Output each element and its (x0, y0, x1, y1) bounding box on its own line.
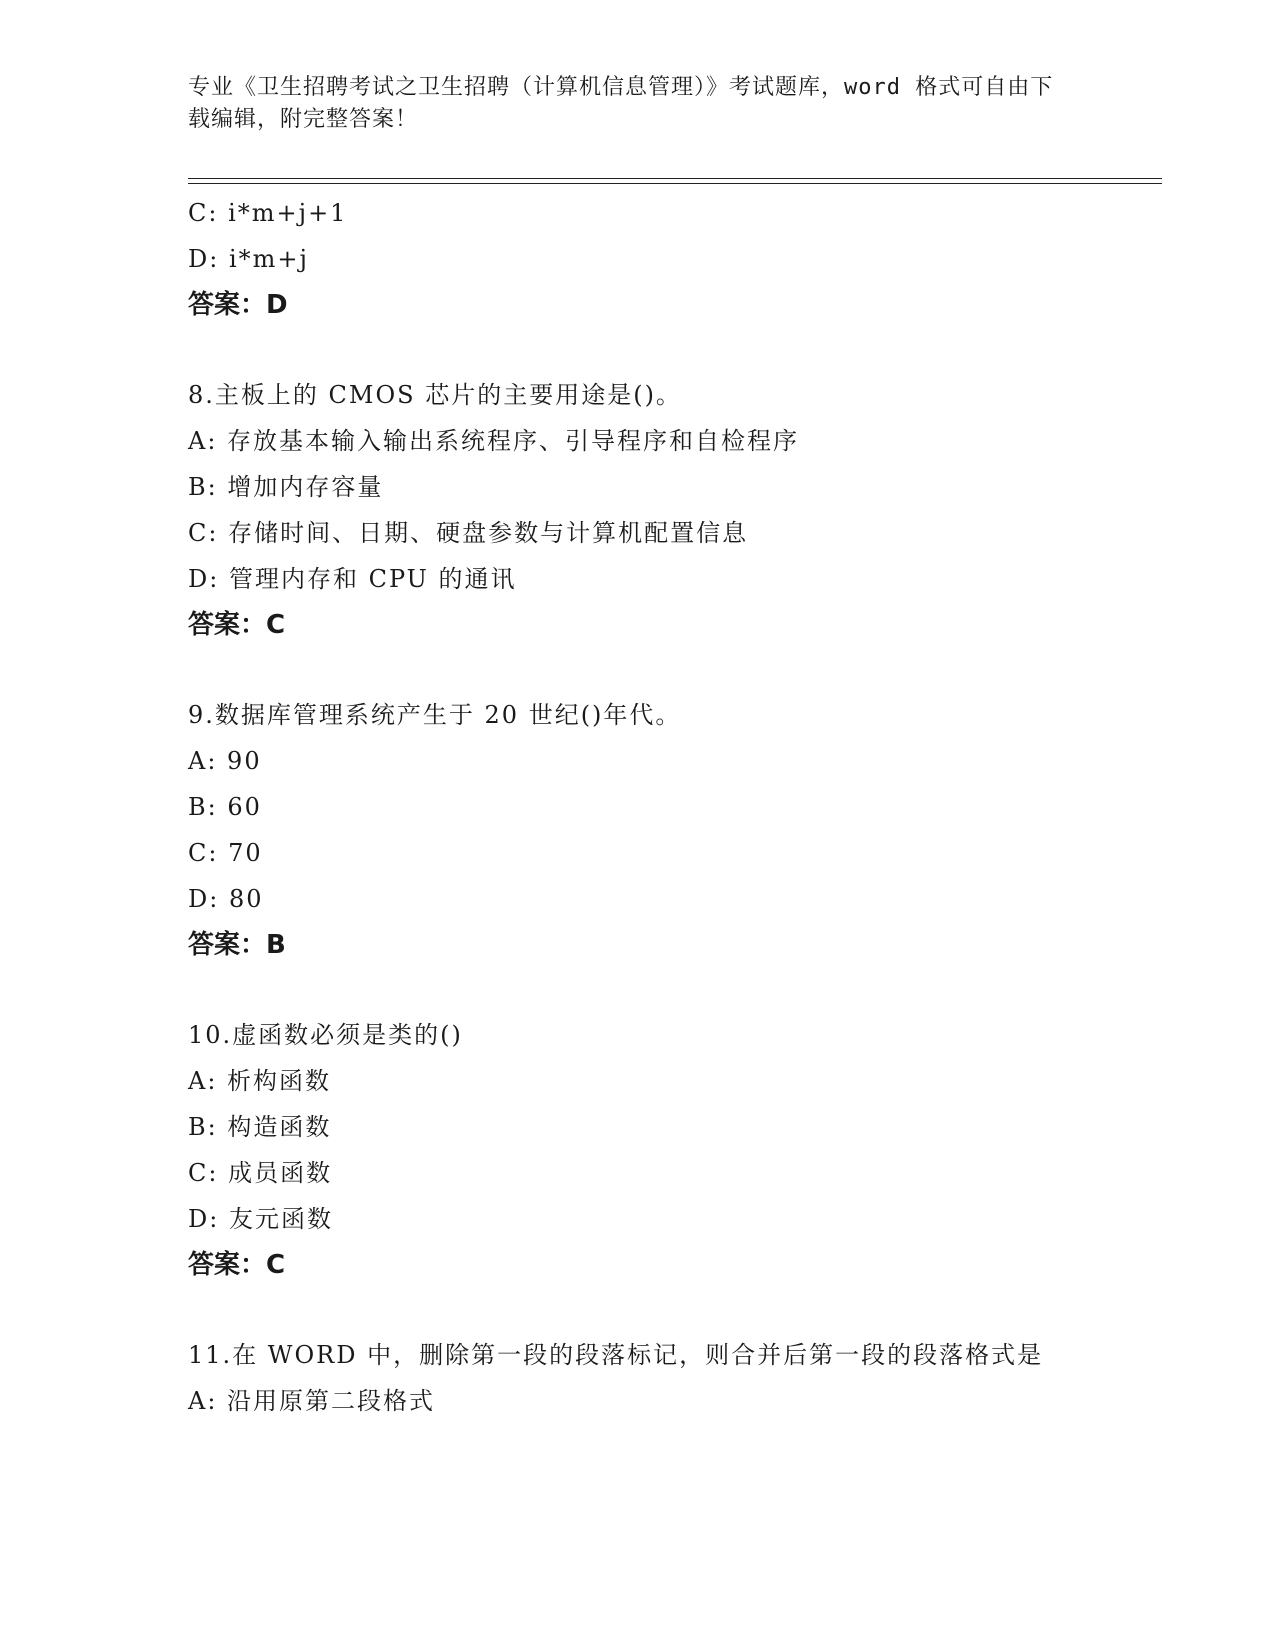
q8-question: 8.主板上的 CMOS 芯片的主要用途是()。 (188, 381, 682, 409)
header-rule-bottom (188, 183, 1162, 184)
spacer (188, 328, 1088, 372)
spacer (188, 648, 1088, 692)
spacer (188, 968, 1088, 1012)
q9-option-c: C: 70 (188, 839, 263, 867)
q8-option-c: C: 存储时间、日期、硬盘参数与计算机配置信息 (188, 519, 749, 547)
q10-option-c: C: 成员函数 (188, 1159, 333, 1187)
document-header: 专业《卫生招聘考试之卫生招聘（计算机信息管理）》考试题库，word 格式可自由下载编辑，附完整答案！ (188, 75, 1054, 132)
q7-option-c: C: i*m+j+1 (188, 199, 348, 227)
q8-option-a: A: 存放基本输入输出系统程序、引导程序和自检程序 (188, 427, 800, 455)
spacer (188, 1288, 1088, 1332)
q10-option-a: A: 析构函数 (188, 1067, 332, 1095)
question-list (188, 190, 1088, 1424)
q9-answer: 答案：B (188, 930, 286, 960)
q10-option-b: B: 构造函数 (188, 1113, 332, 1141)
q10-answer: 答案：C (188, 1250, 286, 1280)
q8-answer: 答案：C (188, 610, 286, 640)
q8-option-d: D: 管理内存和 CPU 的通讯 (188, 565, 517, 593)
q7-answer: 答案：D (188, 290, 288, 320)
header-rule-top (188, 178, 1162, 179)
q10-question: 10.虚函数必须是类的() (188, 1021, 463, 1049)
q11-option-a: A: 沿用原第二段格式 (188, 1387, 436, 1415)
q10-option-d: D: 友元函数 (188, 1205, 333, 1233)
q8-option-b: B: 增加内存容量 (188, 473, 384, 501)
q9-option-a: A: 90 (188, 747, 262, 775)
q7-option-d: D: i*m+j (188, 245, 309, 273)
q11-question: 11.在 WORD 中，删除第一段的段落标记，则合并后第一段的段落格式是 (188, 1341, 1044, 1369)
q9-question: 9.数据库管理系统产生于 20 世纪()年代。 (188, 701, 682, 729)
q9-option-b: B: 60 (188, 793, 262, 821)
q9-option-d: D: 80 (188, 885, 264, 913)
